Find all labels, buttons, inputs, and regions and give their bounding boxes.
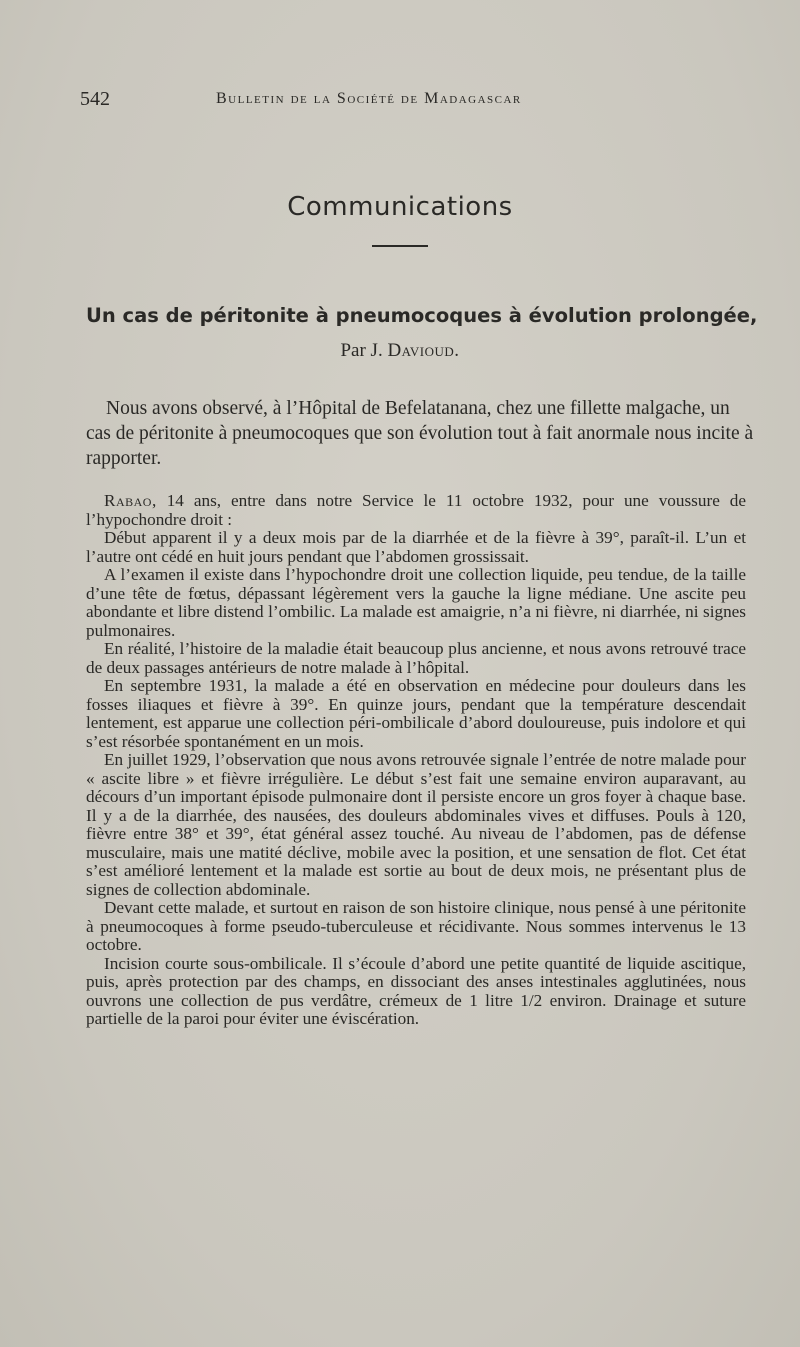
journal-title: Bulletin de la Société de Madagascar (216, 90, 522, 107)
body-paragraph-7: Devant cette malade, et surtout en raison de son histoire clinique, nous pensé à une péritonite à pneumocoques à forme pseudo-tuberculeuse et récidivante. Nous sommes intervenus le 13 octobre. (86, 898, 746, 954)
intro-paragraph: Nous avons observé, à l’Hôpital de Befelatanana, chez une fillette malgache, un cas de péritonite à pneumocoques que son évolution tout à fait anormale nous incite à rapporter. (86, 398, 754, 469)
patient-name: Rabao, (104, 491, 157, 510)
article-title: Un cas de péritonite à pneumocoques à évolution prolongée, (86, 304, 758, 327)
body-paragraph-5: En septembre 1931, la malade a été en observation en médecine pour douleurs dans les fosses iliaques et fièvre à 39°. En quinze jours, pendant que la température descendait lentement, est apparue une collection péri-ombilicale d’abord douloureuse, puis indolore et qui s’est résorbée spontanément en un mois. (86, 676, 746, 751)
body-paragraph-1 (86, 492, 746, 529)
intro-paragraph-block (86, 396, 756, 471)
running-header (80, 88, 740, 112)
body-paragraph-4: En réalité, l’histoire de la maladie était beaucoup plus ancienne, et nous avons retrouvé trace de deux passages antérieurs de notre malade à l’hôpital. (86, 639, 746, 677)
body-paragraph-3: A l’examen il existe dans l’hypochondre droit une collection liquide, peu tendue, de la taille d’une tête de fœtus, dépassant légèrement vers la gauche la ligne médiane. Une ascite peu abondante et libre distend l’ombilic. La malade est amaigrie, n’a ni fièvre, ni diarrhée, ni signes pulmonaires. (86, 565, 746, 640)
body-paragraph-8: Incision courte sous-ombilicale. Il s’écoule d’abord une petite quantité de liquide ascitique, puis, après protection par des champs, en dissociant des anses intestinales agglutinées, nous ouvrons une collection de pus verdâtre, crémeux de 1 litre 1/2 environ. Drainage et suture partielle de la paroi pour éviter une éviscération. (86, 953, 746, 1028)
article-body (86, 492, 746, 1029)
body-paragraph-2: Début apparent il y a deux mois par de la diarrhée et de la fièvre à 39°, paraît-il. L’un et l’autre ont cédé en huit jours pendant que l’abdomen grossissait. (86, 528, 746, 566)
section-divider (372, 245, 428, 247)
byline (0, 340, 800, 362)
byline-author: Davioud. (387, 340, 460, 361)
section-title: Communications (287, 192, 513, 222)
body-paragraph-1-text: 14 ans, entre dans notre Service le 11 octobre 1932, pour une voussure de l’hypochondre droit : (86, 491, 746, 529)
byline-prefix: Par J. (340, 340, 383, 361)
body-paragraph-6: En juillet 1929, l’observation que nous avons retrouvée signale l’entrée de notre malade pour « ascite libre » et fièvre irrégulière. Le début s’est fait une semaine environ auparavant, au décours d’un important épisode pulmonaire dont il persiste encore un gros foyer à chaque base. Il y a de la diarrhée, des nausées, des douleurs abdominales vives et diffuses. Pouls à 120, fièvre entre 38° et 39°, état général assez touché. Au niveau de l’abdomen, pas de défense musculaire, mais une matité déclive, mobile avec la position, et une sensation de flot. Cet état s’est amélioré lentement et la malade est sortie au bout de deux mois, ne présentant plus de signes de collection abdominale. (86, 750, 746, 899)
page-number: 542 (80, 88, 110, 110)
